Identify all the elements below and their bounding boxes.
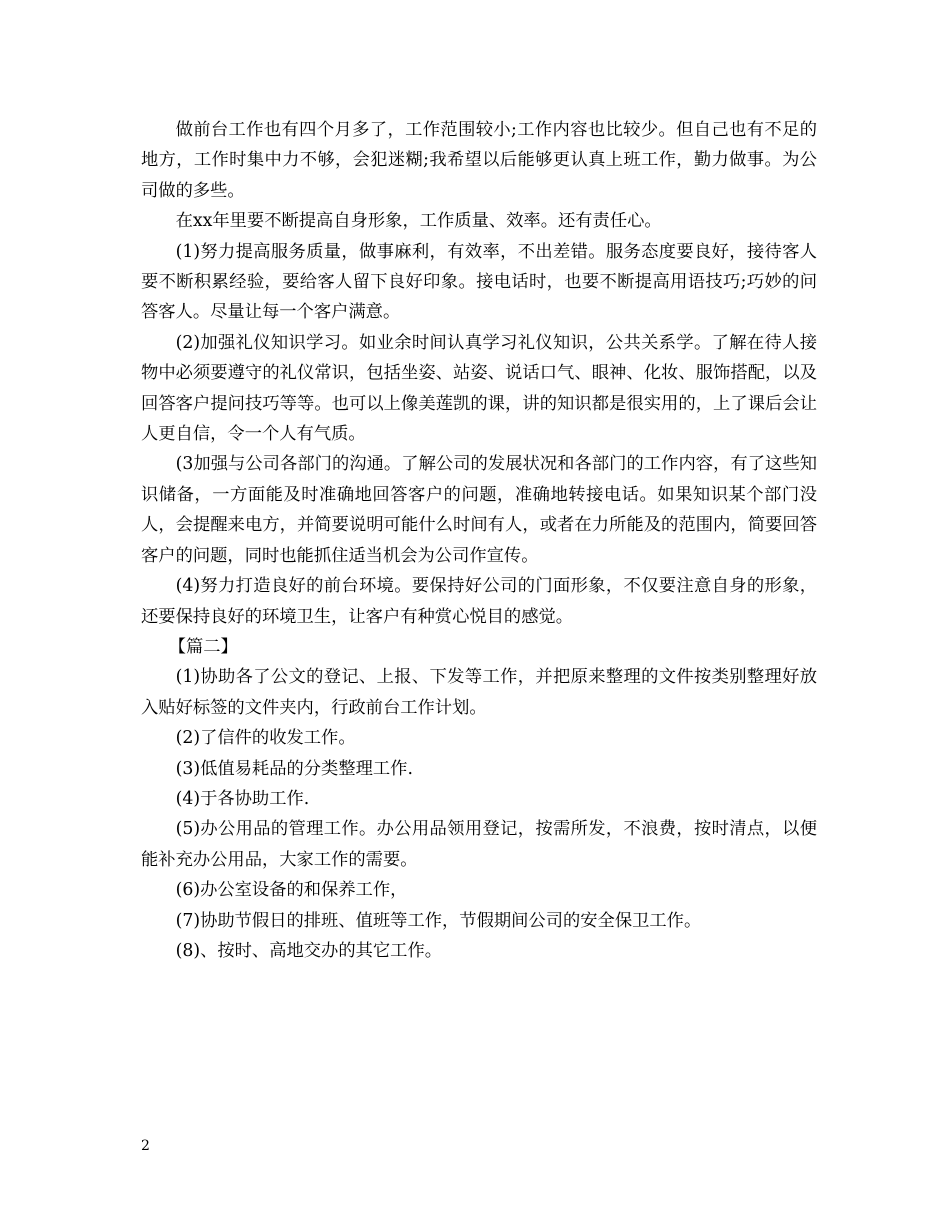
paragraph-item-3: (3加强与公司各部门的沟通。了解公司的发展状况和各部门的工作内容，有了这些知识储备，一方面能及时准确地回答客户的问题，准确地转接电话。如果知识某个部门没人，会提醒来电方，并简要说明可能什么时间有人，或者在力所能及的范围内，简要回答客户的问题，同时也能抓住适当机会为公司作宣传。	[141, 454, 817, 566]
list-item: (2)了信件的收发工作。	[175, 728, 356, 749]
paragraph-item-4: (4)努力打造良好的前台环境。要保持好公司的门面形象，不仅要注意自身的形象，还要保持良好的环境卫生，让客户有种赏心悦目的感觉。	[141, 576, 817, 627]
page-number: 2	[141, 1138, 150, 1154]
list-item: (5)办公用品的管理工作。办公用品领用登记，按需所发，不浪费，按时清点，以便能补充办公用品，大家工作的需要。	[141, 819, 817, 870]
list-item: (7)协助节假日的排班、值班等工作，节假期间公司的安全保卫工作。	[175, 910, 702, 931]
list-item: (6)办公室设备的和保养工作，	[175, 880, 408, 901]
list-item: (4)于各协助工作.	[175, 788, 310, 809]
list-item: (1)协助各了公文的登记、上报、下发等工作，并把原来整理的文件按类别整理好放入贴好标签的文件夹内，行政前台工作计划。	[141, 667, 817, 718]
list-item: (3)低值易耗品的分类整理工作.	[175, 758, 413, 779]
list-item: (8)、按时、高地交办的其它工作。	[175, 940, 443, 961]
paragraph-intro: 做前台工作也有四个月多了，工作范围较小;工作内容也比较少。但自己也有不足的地方，工作时集中力不够，会犯迷糊;我希望以后能够更认真上班工作，勤力做事。为公司做的多些。	[141, 120, 817, 201]
paragraph-goals: 在xx年里要不断提高自身形象，工作质量、效率。还有责任心。	[175, 211, 662, 232]
section-heading: 【篇二】	[168, 636, 238, 657]
paragraph-item-2: (2)加强礼仪知识学习。如业余时间认真学习礼仪知识，公共关系学。了解在待人接物中必须要遵守的礼仪常识，包括坐姿、站姿、说话口气、眼神、化妆、服饰搭配，以及回答客户提问技巧等等。也可以上像美莲凯的课，讲的知识都是很实用的，上了课后会让人更自信，令一个人有气质。	[141, 332, 817, 445]
document-body	[141, 115, 817, 966]
paragraph-item-1: (1)努力提高服务质量，做事麻利，有效率，不出差错。服务态度要良好，接待客人要不断积累经验，要给客人留下良好印象。接电话时，也要不断提高用语技巧;巧妙的问答客人。尽量让每一个客户满意。	[141, 241, 817, 323]
